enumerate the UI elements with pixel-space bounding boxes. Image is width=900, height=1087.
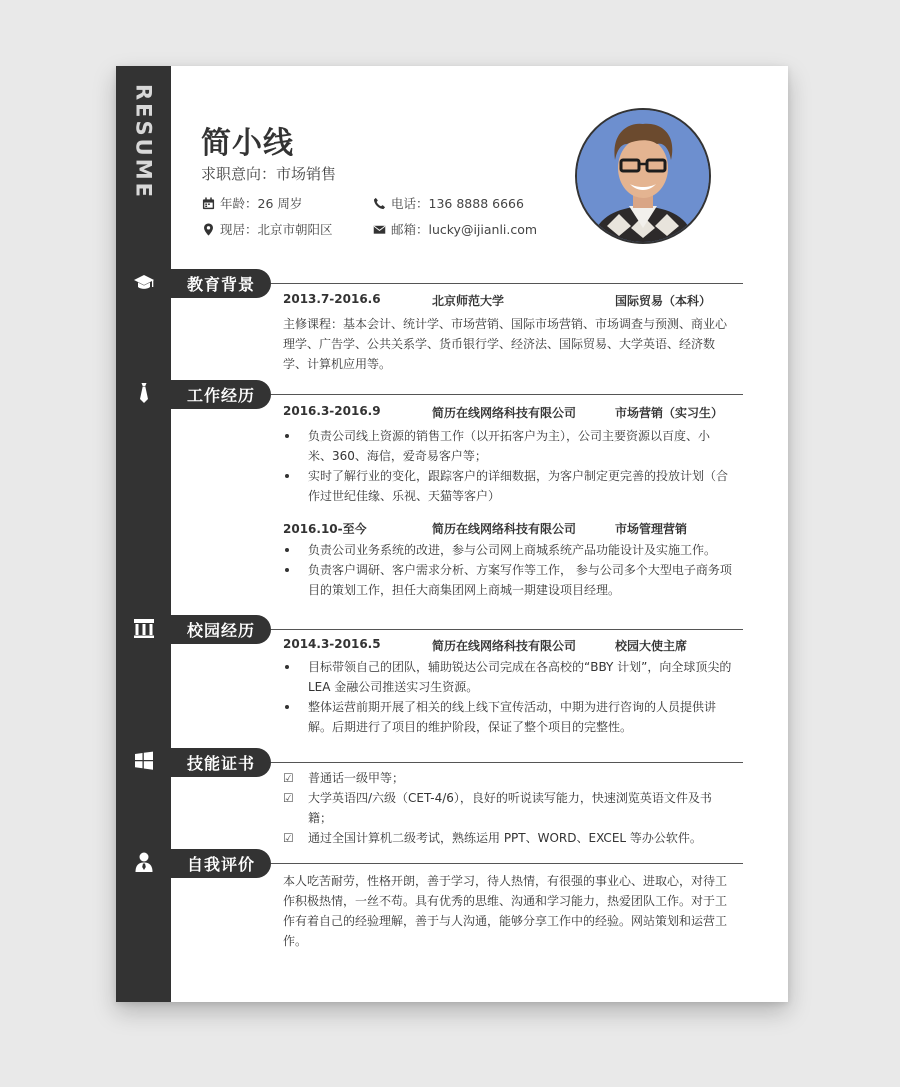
education-major: 国际贸易（本科） (615, 294, 712, 308)
section-divider (271, 762, 743, 763)
residence-info: 现居：北京市朝阳区 (202, 220, 333, 238)
education-date: 2013.7-2016.6 (283, 292, 381, 306)
job-role: 市场营销（实习生） (615, 406, 724, 420)
phone-icon (373, 197, 386, 210)
section-self-title: 自我评价 (171, 849, 271, 878)
envelope-icon (373, 223, 386, 236)
list-item: 整体运营前期开展了相关的线上线下宣传活动，中期为进行咨询的人员提供讲解。后期进行了项目的维护阶段，保证了整个项目的完整性。 (283, 697, 733, 737)
list-item: ☑ 大学英语四/六级（CET-4/6），良好的听说读写能力，快速浏览英语文件及书籍； (283, 788, 733, 828)
list-item: 负责公司业务系统的改进，参与公司网上商城系统产品功能设计及实施工作。 (283, 540, 733, 560)
job-duties-list (283, 540, 733, 600)
campus-date: 2014.3-2016.5 (283, 637, 381, 651)
section-work-title: 工作经历 (171, 380, 271, 409)
job-role: 市场管理营销 (615, 522, 688, 536)
job-duties-list (283, 426, 733, 506)
education-courses: 主修课程：基本会计、统计学、市场营销、国际市场营销、市场调查与预测、商业心理学、广告学、公共关系学、货币银行学、经济法、国际贸易、大学英语、经济数学、计算机应用等。 (283, 317, 728, 371)
section-divider (271, 863, 743, 864)
list-item: 负责客户调研、客户需求分析、方案写作等工作， 参与公司多个大型电子商务项目的策划工作，担任大商集团网上商城一期建设项目经理。 (283, 560, 733, 600)
resume-vertical-word: RESUME (131, 84, 156, 200)
calendar-icon (202, 197, 215, 210)
list-item: ☑ 普通话一级甲等； (283, 768, 733, 788)
phone-info: 电话：136 8888 6666 (373, 194, 524, 212)
campus-company: 简历在线网络科技有限公司 (432, 639, 577, 653)
section-divider (271, 394, 743, 395)
candidate-name: 简小线 (201, 126, 294, 161)
age-info: 年龄：26 周岁 (202, 194, 302, 212)
windows-icon (133, 750, 155, 772)
education-school: 北京师范大学 (432, 294, 505, 308)
list-item: ☑ 通过全国计算机二级考试，熟练运用 PPT、WORD、EXCEL 等办公软件。 (283, 828, 733, 848)
section-divider (271, 283, 743, 284)
section-divider (271, 629, 743, 630)
job-date: 2016.10-至今 (283, 522, 367, 536)
campus-role: 校园大使主席 (615, 639, 688, 653)
list-item: 实时了解行业的变化，跟踪客户的详细数据，为客户制定更完善的投放计划（合作过世纪佳缘、乐视、天猫等客户） (283, 466, 733, 506)
self-evaluation-text: 本人吃苦耐劳，性格开朗，善于学习，待人热情，有很强的事业心、进取心，对待工作积极热情，一丝不苟。具有优秀的思维、沟通和学习能力，热爱团队工作。对于工作有着自己的经验理解，善于与人沟通，能够分享工作中的经验。网站策划和运营工作。 (283, 874, 728, 948)
building-icon (133, 617, 155, 639)
job-company: 简历在线网络科技有限公司 (432, 406, 577, 420)
list-item: 目标带领自己的团队，辅助锐达公司完成在各高校的“BBY 计划”，向全球顶尖的 LEA 金融公司推送实习生资源。 (283, 657, 733, 697)
list-item: 负责公司线上资源的销售工作（以开拓客户为主），公司主要资源以百度、小米、360、海信，爱奇易客户等； (283, 426, 733, 466)
location-pin-icon (202, 223, 215, 236)
job-company: 简历在线网络科技有限公司 (432, 522, 577, 536)
graduation-cap-icon (133, 272, 155, 294)
section-education-title: 教育背景 (171, 269, 271, 298)
campus-duties-list (283, 657, 733, 737)
job-date: 2016.3-2016.9 (283, 404, 381, 418)
necktie-icon (133, 382, 155, 404)
section-skills-title: 技能证书 (171, 748, 271, 777)
person-icon (133, 851, 155, 873)
job-intent: 求职意向：市场销售 (201, 165, 337, 183)
email-info: 邮箱：lucky@ijianli.com (373, 220, 537, 238)
skills-list (283, 768, 733, 848)
profile-photo (575, 108, 711, 244)
section-campus-title: 校园经历 (171, 615, 271, 644)
